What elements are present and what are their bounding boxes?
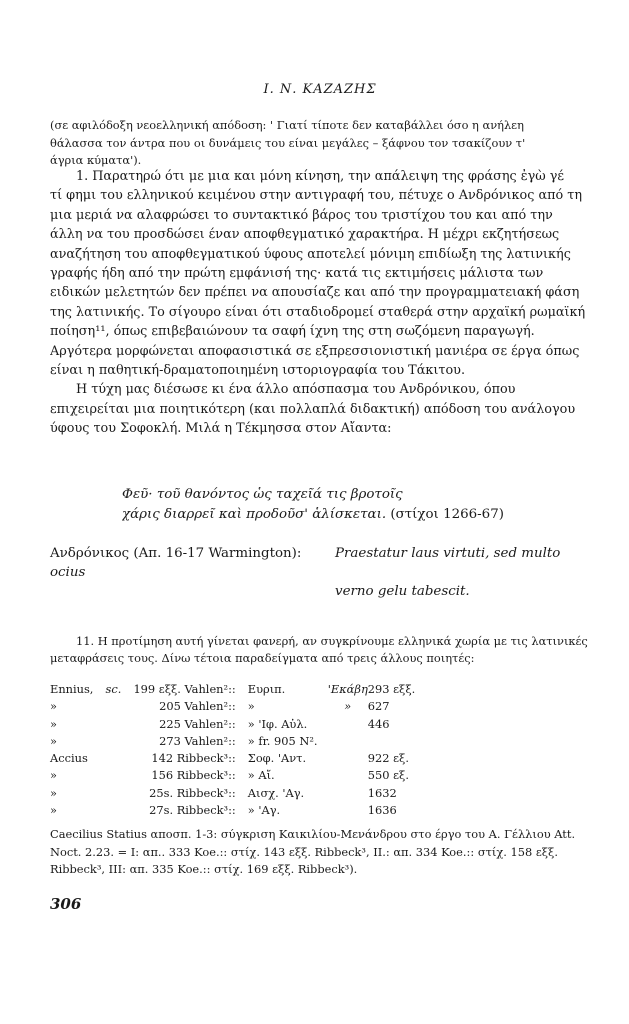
footnote-latin-ref: 273 Vahlen²:: bbox=[159, 733, 236, 748]
footnote-author: Ennius, bbox=[50, 682, 94, 696]
footnote-author: » bbox=[50, 699, 57, 714]
running-header: Ι. Ν. ΚΑΖΑΖΗΣ bbox=[263, 82, 377, 97]
lead-line: (σε αφιλόδοξη νεοελληνική απόδοση: ' Γιατί τίποτε δεν καταβάλλει όσο η ανήλεη bbox=[50, 118, 524, 132]
main-paragraph-1 bbox=[50, 167, 590, 439]
footnote-prefix bbox=[93, 768, 133, 785]
footnote-author: » bbox=[50, 768, 57, 783]
footnote-row bbox=[50, 699, 448, 716]
footnote-work bbox=[328, 803, 368, 820]
footnote-author: » bbox=[50, 716, 57, 731]
footnote-row bbox=[50, 751, 448, 768]
paragraph-line: γραφής ήδη από την πρώτη εμφάνισή της· κατά τις εκτιμήσεις μάλιστα των bbox=[50, 266, 544, 282]
footnote-work bbox=[328, 786, 368, 803]
paragraph-line: μια μεριά να αλαφρώσει το συντακτικό βάρος του τριστίχου του και από την bbox=[50, 207, 553, 223]
lead-line: θάλασσα τον άντρα που οι δυνάμεις του είναι μεγάλες – ξάφνου τον τσακίζουν τ' bbox=[50, 135, 526, 150]
paragraph-line: επιχειρείται μια ποιητικότερη (και πολλαπλά διδακτική) απόδοση του ανάλογου bbox=[50, 401, 576, 417]
footnote-intro bbox=[50, 633, 590, 667]
footnote-greek-ref: » 'Αγ. bbox=[247, 803, 281, 818]
footnote-greek-ref: » bbox=[247, 699, 255, 714]
paragraph-line: τί φημι του ελληνικού κειμένου στην αντιγραφή του, πέτυχε ο Ανδρόνικος από τη bbox=[50, 188, 583, 204]
footnote-row bbox=[50, 786, 448, 803]
footnote-prefix bbox=[93, 699, 133, 716]
footnote-author: » bbox=[50, 733, 57, 748]
greek-quote-text: χάρις διαρρεῖ καὶ προδοῦσ' ἁλίσκεται. bbox=[122, 507, 387, 522]
footnote-verse: 627 bbox=[367, 699, 390, 714]
footnote-prefix bbox=[93, 734, 133, 751]
footnote-latin-ref: 156 Ribbeck³:: bbox=[151, 768, 236, 783]
footnote-verse: 922 εξ. bbox=[367, 751, 409, 766]
latin-line: Praestatur laus virtuti, sed multo ocius bbox=[50, 546, 561, 580]
footnote-verse: 1632 bbox=[367, 785, 397, 800]
footnote-author: » bbox=[50, 803, 57, 818]
paragraph-line: 1. Παρατηρώ ότι με μια και μόνη κίνηση, την απάλειψη της φράσης ἐγὼ γέ bbox=[76, 169, 565, 184]
footnote-prefix bbox=[93, 751, 133, 768]
footnote-work bbox=[328, 734, 368, 751]
greek-quote-line: Φεῦ· τοῦ θανόντος ὡς ταχεῖά τις βροτοῖς bbox=[122, 487, 403, 502]
footnote-table bbox=[50, 682, 448, 820]
footnote-greek-ref: Ευριπ. bbox=[247, 682, 286, 696]
lead-line: άγρια κύματα'). bbox=[50, 153, 142, 167]
greek-quote bbox=[122, 485, 592, 525]
footnote-greek-ref: » fr. 905 N². bbox=[247, 733, 318, 748]
footnote-continuation bbox=[50, 826, 590, 879]
paragraph-line: Η τύχη μας διέσωσε κι ένα άλλο απόσπασμα του Ανδρόνικου, όπου bbox=[76, 382, 516, 398]
footnote-row bbox=[50, 682, 448, 699]
footnote-greek-ref: Σοφ. 'Αντ. bbox=[247, 751, 307, 766]
footnote-latin-ref: 225 Vahlen²:: bbox=[159, 716, 236, 731]
footnote-author: Accius bbox=[50, 751, 88, 766]
footnote-prefix bbox=[93, 803, 133, 820]
footnote-line: Caecilius Statius αποσπ. 1-3: σύγκριση Καικιλίου-Μενάνδρου στο έργο του Α. Γέλλιου Att. bbox=[50, 827, 576, 841]
footnote-greek-ref: Αισχ. 'Αγ. bbox=[247, 785, 305, 800]
footnote-verse: 550 εξ. bbox=[367, 768, 409, 783]
footnote-verse: 446 bbox=[367, 716, 390, 731]
footnote-row bbox=[50, 768, 448, 785]
footnote-prefix: sc. bbox=[105, 682, 122, 696]
footnote-latin-ref: 25s. Ribbeck³:: bbox=[149, 785, 236, 800]
greek-quote-line bbox=[122, 505, 592, 525]
footnote-line: Noct. 2.23. = I: απ.. 333 Koe.:: στίχ. 143 εξξ. Ribbeck³, II.: απ. 334 Koe.:: στίχ. 158 εξξ. bbox=[50, 844, 558, 859]
paragraph-line: της λατινικής. Το σίγουρο είναι ότι σταδιοδρομεί σταθερά στην αρχαϊκή ρωμαϊκή bbox=[50, 304, 586, 320]
footnote-work: 'Εκάβη bbox=[327, 682, 368, 696]
andronikos-label: Ανδρόνικος (Απ. 16-17 Warmington): bbox=[50, 546, 302, 561]
footnote-greek-ref: » 'Ιφ. Αὐλ. bbox=[247, 716, 308, 731]
footnote-author: » bbox=[50, 785, 57, 800]
paragraph-line: ειδικών μελετητών δεν πρέπει να απουσίαζε και από την προγραμματειακή φάση bbox=[50, 285, 580, 301]
lead-paragraph bbox=[50, 117, 590, 170]
footnote-verse: 1636 bbox=[367, 803, 397, 818]
paragraph-line: είναι η παθητική-δραματοποιημένη ιστοριογραφία του Τάκιτου. bbox=[50, 363, 466, 379]
footnote-latin-ref: 205 Vahlen²:: bbox=[159, 699, 236, 714]
footnote-work bbox=[328, 768, 368, 785]
page-number: 306 bbox=[50, 895, 82, 913]
andronikos-quote bbox=[50, 544, 590, 601]
footnote-work bbox=[328, 717, 368, 734]
footnote-row bbox=[50, 717, 448, 734]
footnote-latin-ref: 142 Ribbeck³:: bbox=[151, 751, 236, 766]
footnote-greek-ref: » Αἴ. bbox=[247, 768, 275, 783]
footnote-prefix bbox=[93, 786, 133, 803]
latin-line: verno gelu tabescit. bbox=[335, 584, 470, 599]
paragraph-line: αναζήτηση του αποφθεγματικού ύφους αποτελεί μόνιμη επιδίωξη της λατινικής bbox=[50, 246, 571, 262]
footnote-latin-ref: 27s. Ribbeck³:: bbox=[149, 803, 236, 818]
paragraph-line: ύφους του Σοφοκλή. Μιλά η Τέκμησσα στον Αἴαντα: bbox=[50, 421, 392, 437]
footnote-row bbox=[50, 734, 448, 751]
footnote-latin-ref: 199 εξξ. Vahlen²:: bbox=[133, 682, 236, 696]
footnote-line: μεταφράσεις τους. Δίνω τέτοια παραδείγματα από τρεις άλλους ποιητές: bbox=[50, 651, 475, 665]
footnote-line: 11. Η προτίμηση αυτή γίνεται φανερή, αν συγκρίνουμε ελληνικά χωρία με τις λατινικές bbox=[76, 634, 588, 648]
footnote-line: Ribbeck³, III: απ. 335 Koe.:: στίχ. 169 εξξ. Ribbeck³). bbox=[50, 862, 358, 876]
verse-reference: (στίχοι 1266-67) bbox=[390, 507, 504, 522]
paragraph-line: Αργότερα μορφώνεται αποφασιστικά σε εξπρεσσιονιστική μανιέρα σε έργα όπως bbox=[50, 343, 580, 359]
footnote-work bbox=[328, 751, 368, 768]
paragraph-line: ποίηση¹¹, όπως επιβεβαιώνουν τα σαφή ίχνη της στη σωζόμενη παραγωγή. bbox=[50, 324, 535, 340]
footnote-work: » bbox=[344, 699, 352, 714]
footnote-row bbox=[50, 803, 448, 820]
footnote-verse: 293 εξξ. bbox=[367, 682, 416, 696]
paragraph-line: άλλη να του προσδώσει έναν αποφθεγματικό χαρακτήρα. Η μέχρι εκζητήσεως bbox=[50, 227, 560, 243]
footnote-verse bbox=[368, 734, 448, 751]
footnote-prefix bbox=[93, 717, 133, 734]
